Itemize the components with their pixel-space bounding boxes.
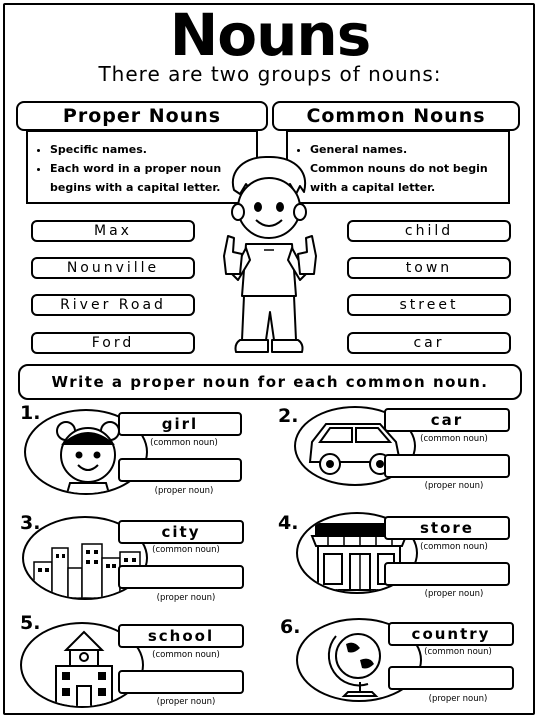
exercise-2-common-noun: car — [384, 408, 510, 432]
proper-nouns-heading: Proper Nouns — [16, 101, 268, 131]
common-bullet-1: • General names. — [310, 140, 502, 159]
exercise-6-common-noun: country — [388, 622, 514, 646]
exercise-4-common-noun: store — [384, 516, 510, 540]
exercise-6-number: 6. — [280, 616, 301, 638]
exercise-4-proper-label: (proper noun) — [424, 589, 484, 599]
exercise-1-common-noun: girl — [118, 412, 242, 436]
exercise-1-number: 1. — [20, 402, 41, 424]
exercise-6-proper-label: (proper noun) — [428, 694, 488, 704]
exercise-3-number: 3. — [20, 512, 41, 534]
exercise-1-proper-label: (proper noun) — [154, 486, 214, 496]
exercise-5-common-label: (common noun) — [152, 650, 220, 660]
page-title: Nouns — [169, 1, 371, 69]
exercise-3-proper-label: (proper noun) — [156, 593, 216, 603]
exercise-3-answer-field[interactable] — [118, 565, 244, 589]
common-example-3: street — [347, 294, 511, 316]
exercise-5-common-noun: school — [118, 624, 244, 648]
exercise-2-common-label: (common noun) — [420, 434, 488, 444]
exercise-4-number: 4. — [278, 512, 299, 534]
proper-example-2: Nounville — [31, 257, 195, 279]
exercise-5-answer-field[interactable] — [118, 670, 244, 694]
common-bullet-2: • Common nouns do not begin with a capital letter. — [310, 159, 502, 197]
exercise-2-answer-field[interactable] — [384, 454, 510, 478]
common-nouns-heading: Common Nouns — [272, 101, 520, 131]
boy-thumbs-up-icon — [216, 152, 324, 358]
exercise-3-common-label: (common noun) — [152, 545, 220, 555]
exercise-3-common-noun: city — [118, 520, 244, 544]
proper-bullet-1: • Specific names. — [50, 140, 250, 159]
exercise-6-common-label: (common noun) — [424, 647, 492, 657]
common-example-2: town — [347, 257, 511, 279]
proper-bullet-2: • Each word in a proper noun begins with a capital letter. — [50, 159, 250, 197]
exercise-2-proper-label: (proper noun) — [424, 481, 484, 491]
instruction-banner: Write a proper noun for each common noun. — [18, 364, 522, 400]
exercise-5-number: 5. — [20, 612, 41, 634]
exercise-4-answer-field[interactable] — [384, 562, 510, 586]
exercise-6-answer-field[interactable] — [388, 666, 514, 690]
exercise-5-proper-label: (proper noun) — [156, 697, 216, 707]
exercise-2-number: 2. — [278, 405, 299, 427]
common-example-1: child — [347, 220, 511, 242]
proper-example-3: River Road — [31, 294, 195, 316]
proper-example-1: Max — [31, 220, 195, 242]
page-subtitle: There are two groups of nouns: — [98, 62, 442, 86]
proper-example-4: Ford — [31, 332, 195, 354]
exercise-4-common-label: (common noun) — [420, 542, 488, 552]
common-example-4: car — [347, 332, 511, 354]
exercise-1-common-label: (common noun) — [150, 438, 218, 448]
exercise-1-answer-field[interactable] — [118, 458, 242, 482]
